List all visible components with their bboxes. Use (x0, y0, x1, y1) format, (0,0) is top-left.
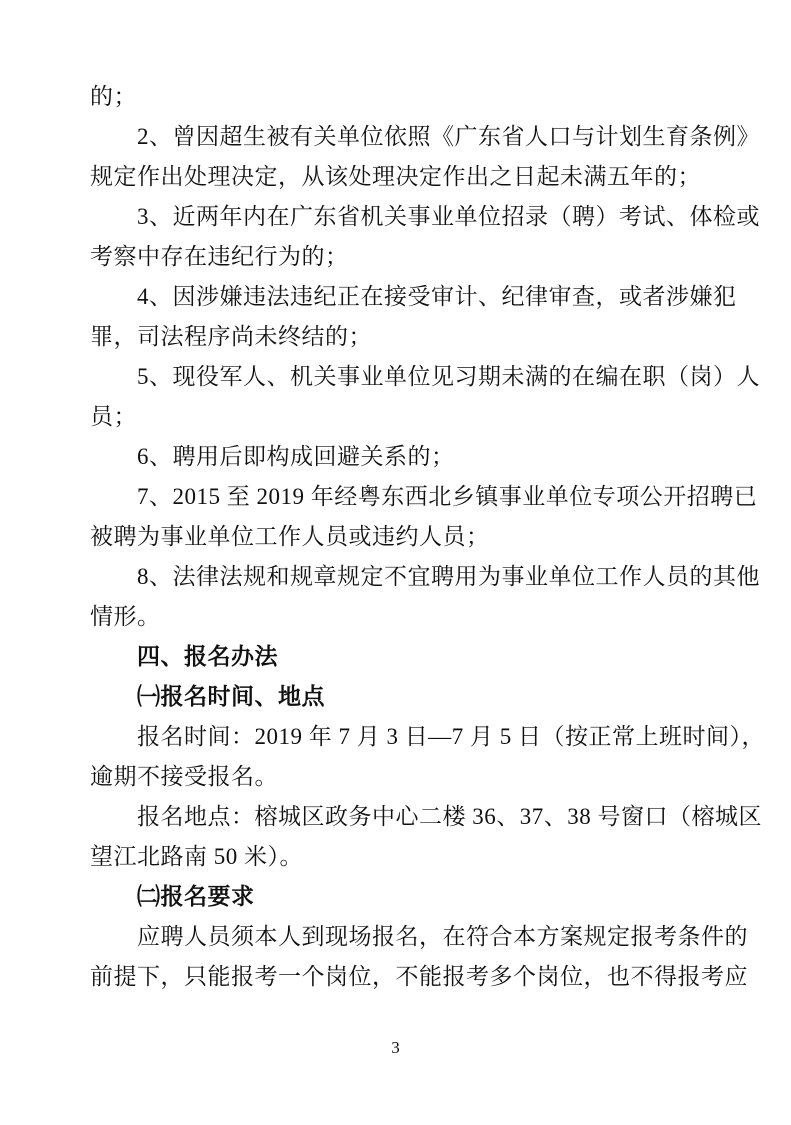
body-line: 的； (90, 84, 137, 109)
body-line: 情形。 (90, 604, 161, 629)
body-line: 逾期不接受报名。 (90, 764, 278, 789)
section-heading: 四、报名办法 (137, 644, 278, 669)
body-line: 报名地点：榕城区政务中心二楼 36、37、38 号窗口（榕城区 (137, 804, 762, 829)
body-line: 6、聘用后即构成回避关系的； (137, 444, 455, 469)
body-line: 规定作出处理决定，从该处理决定作出之日起未满五年的； (90, 164, 701, 189)
body-line: 报名时间：2019 年 7 月 3 日—7 月 5 日（按正常上班时间）， (137, 724, 765, 749)
subsection-heading: ㈡报名要求 (137, 884, 255, 909)
body-line: 3、近两年内在广东省机关事业单位招录（聘）考试、体检或 (137, 204, 760, 229)
body-line: 前提下，只能报考一个岗位，不能报考多个岗位，也不得报考应 (90, 964, 748, 989)
page-number: 3 (391, 1038, 400, 1057)
page-footer (0, 1036, 791, 1060)
body-line: 应聘人员须本人到现场报名，在符合本方案规定报考条件的 (137, 924, 748, 949)
body-line: 8、法律法规和规章规定不宜聘用为事业单位工作人员的其他 (137, 564, 760, 589)
body-line: 考察中存在违纪行为的； (90, 244, 349, 269)
body-line: 4、因涉嫌违法违纪正在接受审计、纪律审查，或者涉嫌犯 (137, 284, 737, 309)
body-line: 7、2015 至 2019 年经粤东西北乡镇事业单位专项公开招聘已 (137, 484, 758, 509)
body-line: 罪，司法程序尚未终结的； (90, 324, 372, 349)
body-line: 员； (90, 404, 137, 429)
body-line: 望江北路南 50 米）。 (90, 844, 303, 869)
document-body (90, 77, 765, 997)
subsection-heading: ㈠报名时间、地点 (137, 684, 325, 709)
body-line: 5、现役军人、机关事业单位见习期未满的在编在职（岗）人 (137, 364, 760, 389)
body-line: 2、曾因超生被有关单位依照《广东省人口与计划生育条例》 (137, 124, 760, 149)
body-line: 被聘为事业单位工作人员或违约人员； (90, 524, 490, 549)
